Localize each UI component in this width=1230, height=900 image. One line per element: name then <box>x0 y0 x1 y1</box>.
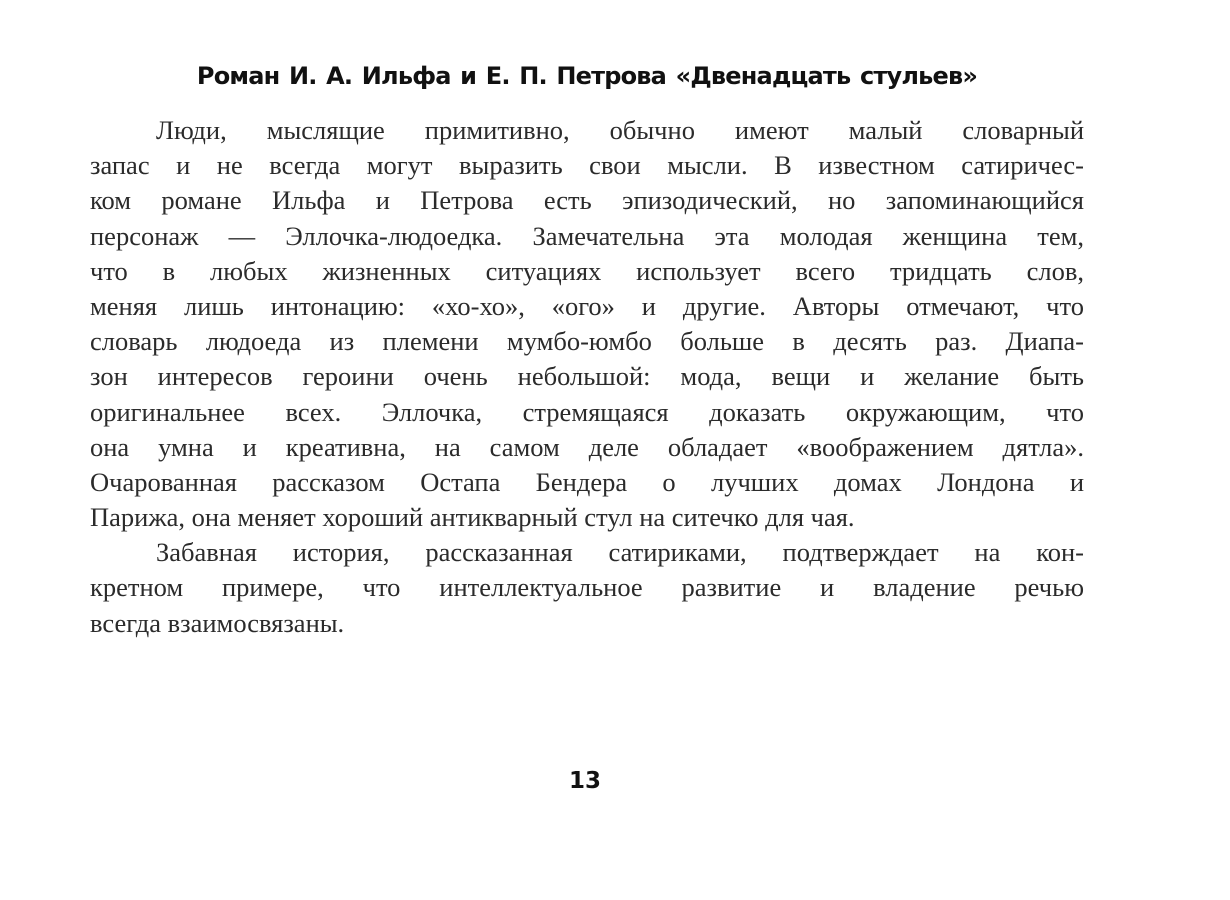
text-line: Забавная история, рассказанная сатириками, подтверждает на кон- <box>156 537 1084 568</box>
text-line: кретном примере, что интеллектуальное развитие и владение речью <box>90 572 1084 603</box>
text-line: что в любых жизненных ситуациях использует всего тридцать слов, <box>90 255 1084 286</box>
text-line: всегда взаимосвязаны. <box>90 607 345 638</box>
text-line: Парижа, она меняет хороший антикварный стул на ситечко для чая. <box>90 502 855 533</box>
text-line: персонаж — Эллочка-людоедка. Замечательна эта молодая женщина тем, <box>90 220 1084 251</box>
page-number: 13 <box>568 768 601 794</box>
text-line: меняя лишь интонацию: «хо-хо», «ого» и другие. Авторы отмечают, что <box>90 290 1084 321</box>
text-line: словарь людоеда из племени мумбо-юмбо больше в десять раз. Диапа- <box>90 326 1084 357</box>
text-line: Люди, мыслящие примитивно, обычно имеют малый словарный <box>156 115 1084 145</box>
text-line: оригинальнее всех. Эллочка, стремящаяся доказать окружающим, что <box>90 396 1084 427</box>
text-line: зон интересов героини очень небольшой: мода, вещи и желание быть <box>90 361 1084 392</box>
page-title: Роман И. А. Ильфа и Е. П. Петрова «Двенадцать стульев» <box>196 62 978 90</box>
body-text <box>90 113 1084 641</box>
text-line: она умна и креативна, на самом деле обладает «воображением дятла». <box>90 431 1084 462</box>
text-line: запас и не всегда могут выразить свои мысли. В известном сатиричес- <box>90 150 1084 181</box>
text-line: ком романе Ильфа и Петрова есть эпизодический, но запоминающийся <box>90 185 1084 216</box>
text-line: Очарованная рассказом Остапа Бендера о лучших домах Лондона и <box>90 466 1084 497</box>
